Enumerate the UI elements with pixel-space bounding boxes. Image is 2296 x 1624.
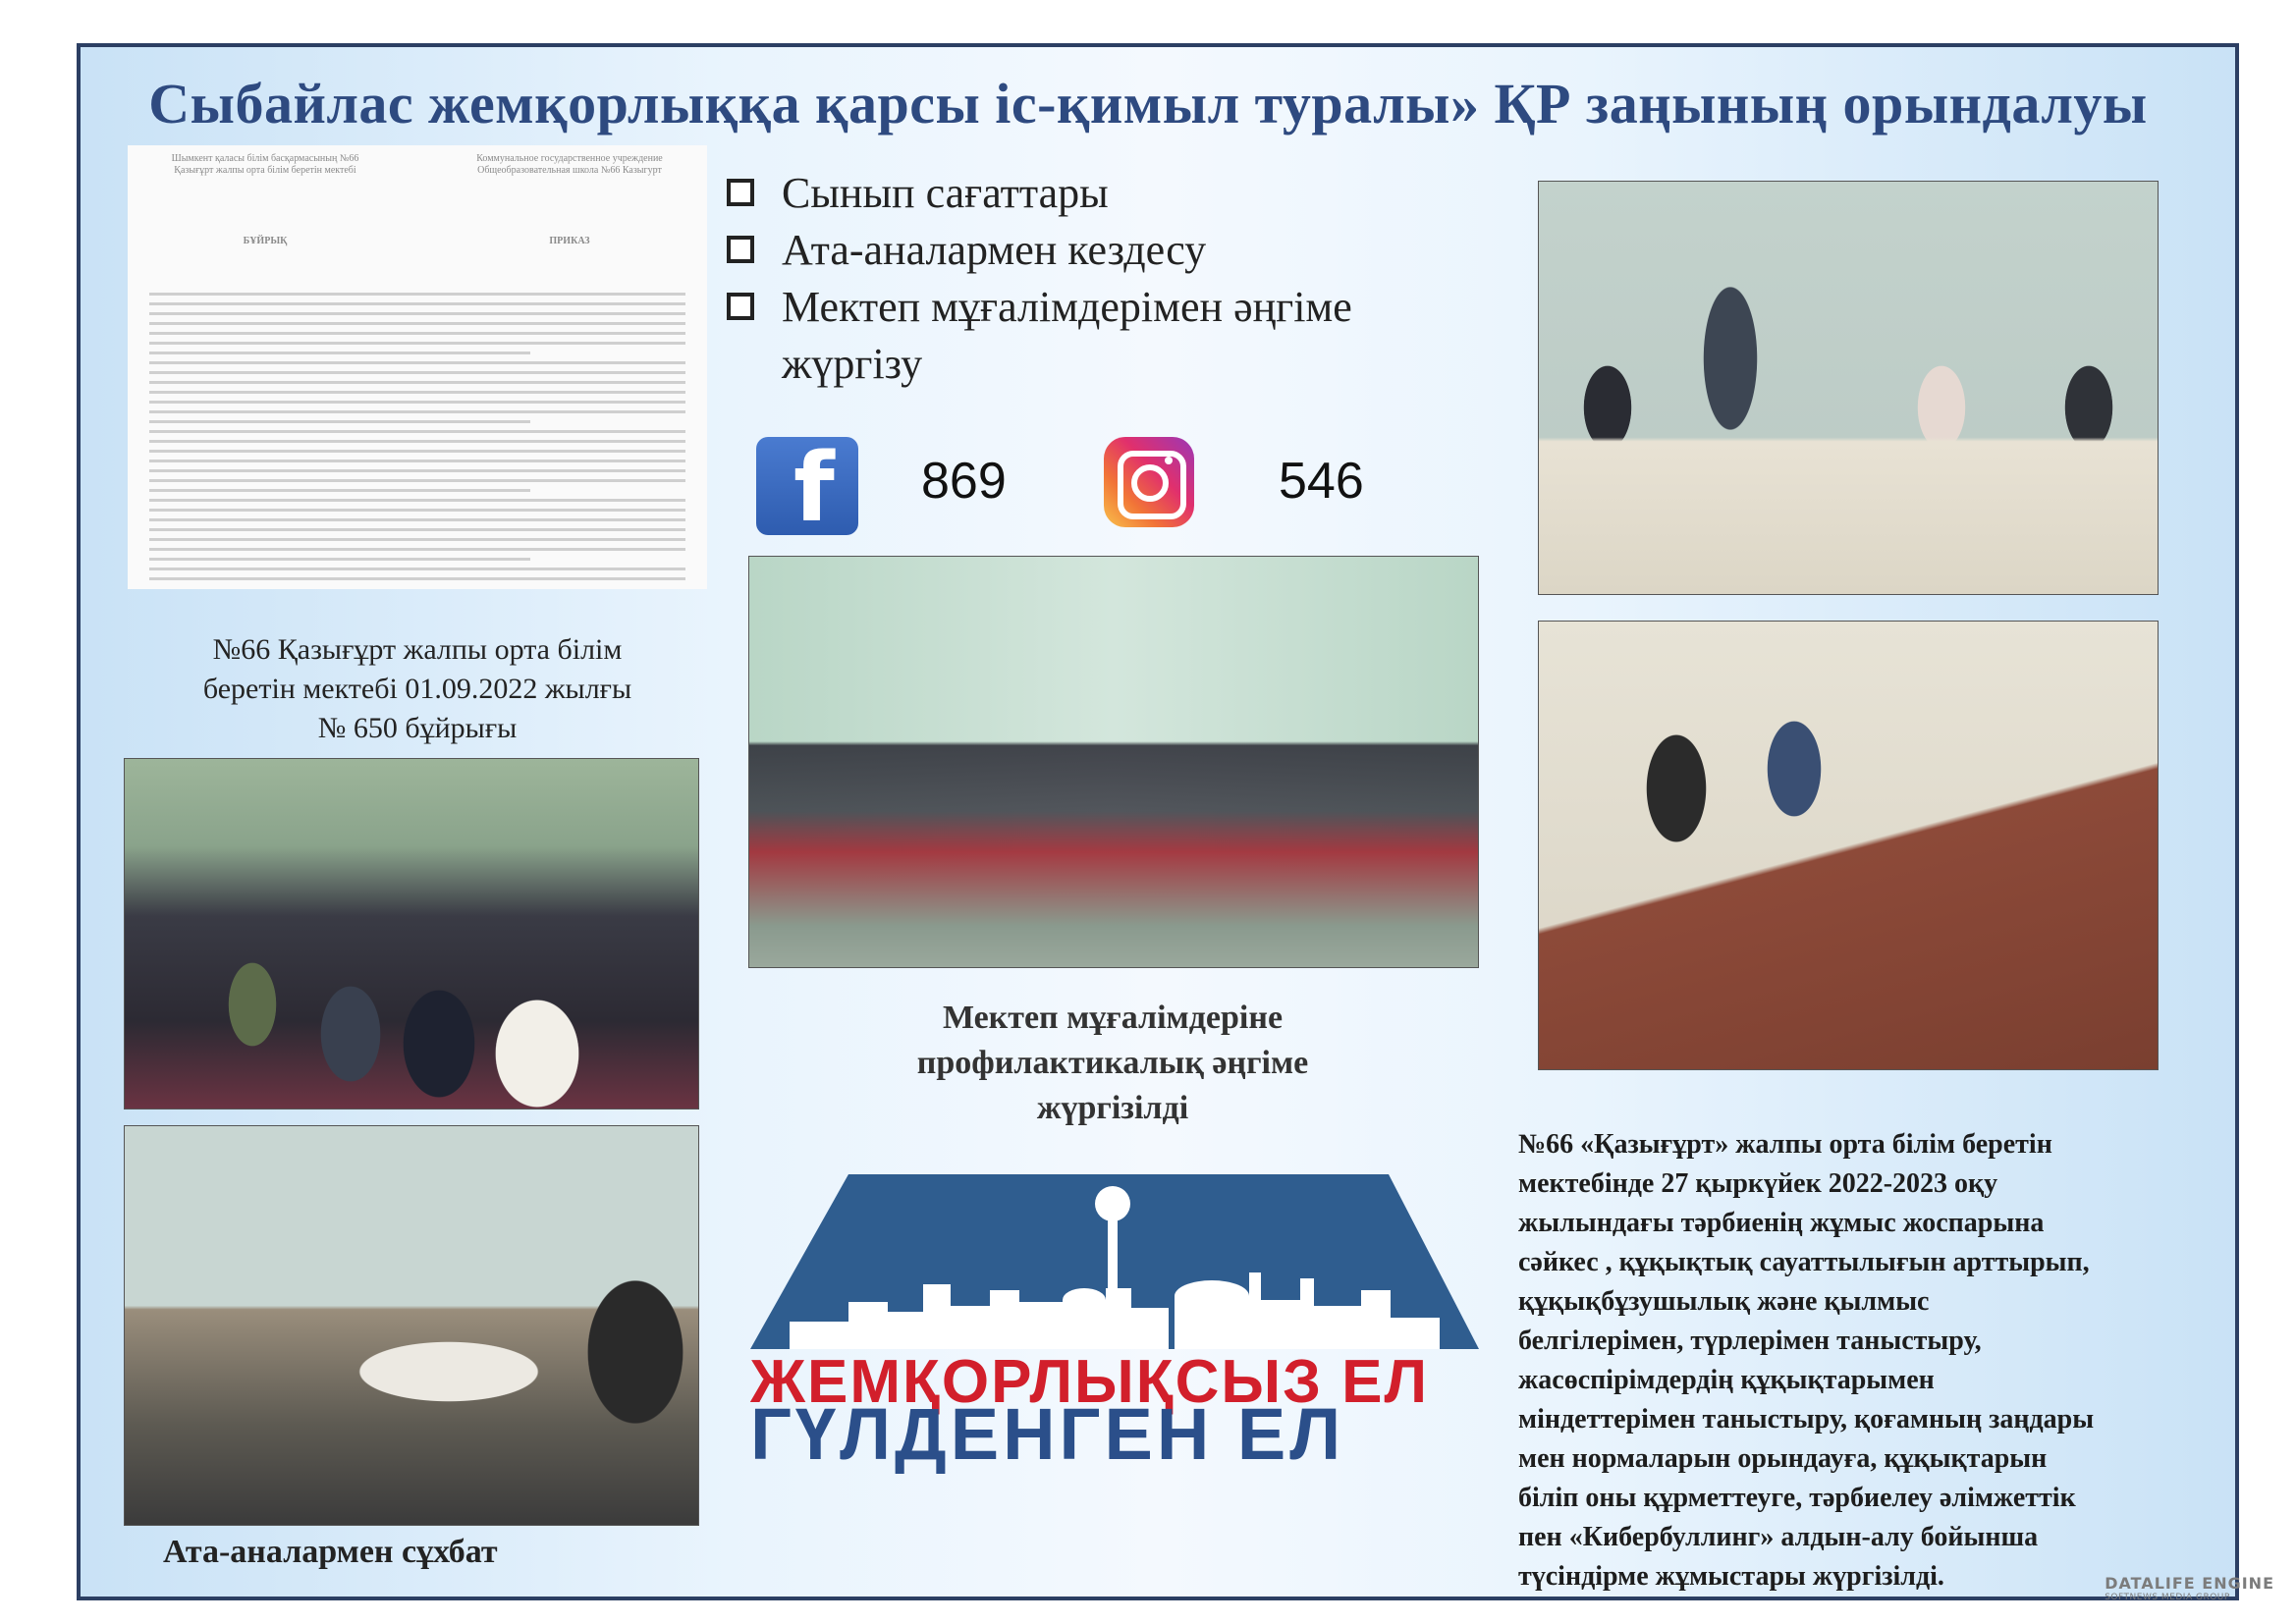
teachers-caption-line: жүргізілді	[1036, 1090, 1189, 1126]
description-text	[1518, 1125, 2206, 1597]
anti-corruption-logo	[750, 1174, 1479, 1475]
checkbox-icon	[727, 236, 754, 263]
description-line: сәйкес , құқықтық сауаттылығын арттырып,	[1518, 1247, 2090, 1277]
parents-caption: Ата-аналармен сұхбат	[163, 1534, 498, 1570]
doc-text-line	[149, 352, 530, 354]
description-line: құқықбұзушылық және қылмыс	[1518, 1286, 1930, 1317]
doc-text-line	[149, 401, 685, 404]
doc-text-line	[149, 518, 685, 521]
order-caption-line: №66 Қазығұрт жалпы орта білім	[212, 633, 623, 666]
checklist-item	[727, 222, 1473, 279]
teachers-caption-line: профилактикалық әңгіме	[916, 1045, 1309, 1081]
doc-order-ru: ПРИКАЗ	[549, 236, 590, 246]
instagram-count: 546	[1279, 453, 1364, 510]
instagram-icon	[1104, 437, 1194, 527]
order-document-scan	[128, 145, 707, 589]
doc-text-line	[149, 548, 685, 551]
profilactic-talk-photo	[1538, 621, 2159, 1070]
doc-text-line	[149, 469, 685, 472]
description-line: біліп оны құрметтеуге, тәрбиелеу әлімжеттік	[1518, 1483, 2076, 1513]
facebook-count: 869	[921, 453, 1007, 510]
doc-text-line	[149, 440, 685, 443]
order-caption	[128, 630, 707, 748]
doc-text-line	[149, 322, 685, 325]
doc-text-line	[149, 528, 685, 531]
description-line: мектебінде 27 қыркүйек 2022-2023 оқу	[1518, 1168, 1998, 1199]
description-line: жасөспірімдердің құқықтарымен	[1518, 1365, 1935, 1395]
watermark-tagline: SOFTNEWS MEDIA GROUP	[2105, 1593, 2230, 1602]
order-caption-line: № 650 бұйрығы	[317, 712, 518, 744]
doc-text-line	[149, 302, 685, 305]
description-line: міндеттерімен таныстыру, қоғамның заңдары	[1518, 1404, 2095, 1435]
description-line: пен «Кибербуллинг» алдын-алу бойынша	[1518, 1522, 2039, 1552]
doc-text-line	[149, 410, 685, 413]
doc-text-line	[149, 568, 685, 570]
description-line: түсіндірме жұмыстары жүргізілді.	[1518, 1561, 1944, 1592]
poster-title: Сыбайлас жемқорлыққа қарсы іс-қимыл туралы» ҚР заңының орындалуы	[148, 72, 2148, 135]
doc-text-line	[149, 499, 685, 502]
description-line: №66 «Қазығұрт» жалпы орта білім беретін	[1518, 1129, 2052, 1160]
doc-text-line	[149, 509, 685, 512]
doc-text-line	[149, 381, 685, 384]
description-line: жылындағы тәрбиенің жұмыс жоспарына	[1518, 1208, 2045, 1238]
teachers-caption	[748, 996, 1477, 1131]
doc-header-right: Коммунальное государственное учреждение Общеобразовательная школа №66 Казыгурт	[476, 153, 663, 176]
facebook-icon: f	[756, 437, 858, 535]
teachers-caption-line: Мектеп мұғалімдеріне	[942, 1000, 1284, 1036]
doc-text-line	[149, 342, 685, 345]
checkbox-icon	[727, 293, 754, 320]
description-line: мен нормаларын орындауға, құқықтарын	[1518, 1443, 2048, 1474]
doc-text-line	[149, 332, 685, 335]
doc-text-line	[149, 558, 530, 561]
watermark-brand: DATALIFE ENGINE	[2105, 1574, 2274, 1593]
watermark	[2105, 1574, 2274, 1602]
doc-text-line	[149, 361, 685, 364]
doc-text-line	[149, 430, 685, 433]
doc-text-line	[149, 312, 685, 315]
doc-text-line	[149, 391, 685, 394]
doc-text-line	[149, 420, 530, 423]
checkbox-icon	[727, 179, 754, 206]
parents-conversation-photo	[124, 1125, 699, 1526]
doc-text-line	[149, 293, 685, 296]
checklist-item	[727, 165, 1473, 222]
doc-text-line	[149, 479, 685, 482]
doc-text-line	[149, 450, 685, 453]
logo-line-1: ЖЕМҚОРЛЫҚСЫЗ ЕЛ	[750, 1348, 1429, 1416]
city-skyline-icon	[750, 1174, 1479, 1361]
activity-checklist	[727, 165, 1473, 393]
doc-text-line	[149, 460, 685, 462]
doc-text-line	[149, 371, 685, 374]
description-line: белгілерімен, түрлерімен таныстыру,	[1518, 1326, 1982, 1356]
order-caption-line: беретін мектебі 01.09.2022 жылғы	[202, 673, 632, 705]
doc-text-line	[149, 577, 685, 580]
teachers-meeting-photo	[1538, 181, 2159, 595]
checklist-item-label: Мектеп мұғалімдерімен әңгіме жүргізу	[782, 283, 1352, 388]
checklist-item	[727, 279, 1473, 393]
doc-text-line	[149, 489, 530, 492]
checklist-item-label: Ата-аналармен кездесу	[782, 226, 1207, 274]
doc-header-left: Шымкент қаласы білім басқармасының №66 Қазығұрт жалпы орта білім беретін мектебі	[171, 153, 359, 176]
assembly-hall-photo	[748, 556, 1479, 968]
logo-line-2: ГҮЛДЕНГЕН ЕЛ	[750, 1393, 1345, 1475]
checklist-item-label: Сынып сағаттары	[782, 169, 1109, 217]
doc-text-line	[149, 538, 685, 541]
parents-meeting-photo	[124, 758, 699, 1110]
doc-order-kz: БҰЙРЫҚ	[243, 236, 288, 246]
